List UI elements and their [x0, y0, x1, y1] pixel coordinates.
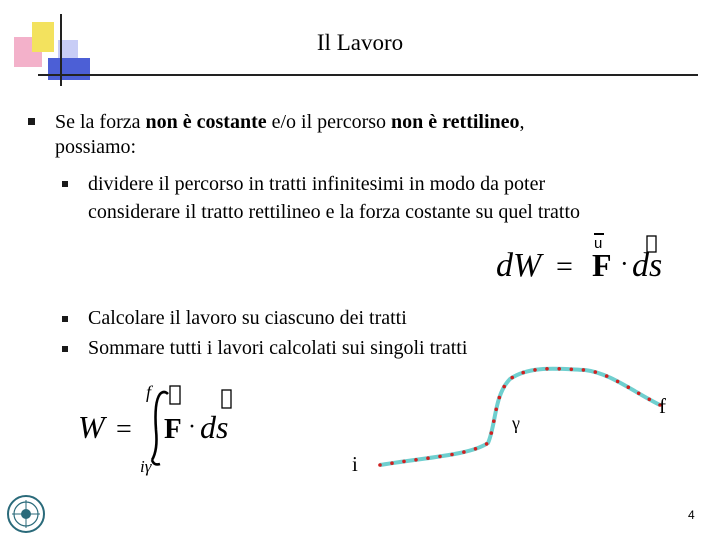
path-sample-point: [582, 368, 586, 372]
formula-2-ds: ds: [200, 409, 229, 445]
path-sample-point: [502, 385, 506, 389]
slide-title: Il Lavoro: [316, 30, 404, 55]
path-start-label: i: [352, 452, 358, 476]
path-sample-point: [648, 398, 652, 402]
path-sample-point: [510, 376, 514, 380]
vector-mark-box: [170, 386, 180, 404]
path-sample-point: [637, 392, 641, 396]
work-integral-formula: [74, 380, 244, 480]
bullet-1-bold-b: non è rettilineo: [391, 111, 520, 133]
path-sample-point: [570, 368, 574, 372]
bullet-marker: [28, 118, 35, 125]
path-sample-point: [492, 419, 496, 423]
formula-2-lhs: W: [78, 409, 105, 445]
path-sample-point: [533, 368, 537, 372]
path-curve-diagram: [370, 355, 680, 475]
path-sample-point: [557, 367, 561, 371]
path-sample-point: [545, 367, 549, 371]
sub-bullet-1-line-2: considerare il tratto rettilineo e la forza costante su quel tratto: [88, 201, 581, 223]
path-sample-point: [485, 442, 489, 446]
decor-title-rule: [38, 74, 698, 76]
path-sample-point: [616, 380, 620, 384]
formula-1-equals: =: [556, 250, 573, 283]
formula-2-upper-limit: f: [146, 382, 152, 402]
path-sample-point: [494, 408, 498, 412]
bullet-1-text-a: Se la forza: [55, 111, 146, 133]
path-end-label: f: [659, 394, 666, 418]
university-seal-icon: [6, 494, 46, 534]
formula-1-ds: ds: [632, 247, 663, 284]
path-sample-points: [378, 367, 662, 467]
sub-bullet-marker: [62, 346, 68, 352]
sub-bullet-2: Calcolare il lavoro su ciascuno dei tratti: [88, 307, 407, 329]
sub-bullet-1-line-1: dividere il percorso in tratti infinitesimi in modo da poter: [88, 173, 546, 195]
path-sample-point: [438, 455, 442, 459]
formula-1-lhs: dW: [496, 247, 542, 284]
bullet-1-bold-a: non è costante: [145, 111, 267, 133]
path-sample-point: [498, 396, 502, 400]
bullet-1-line-1: [55, 110, 525, 134]
sub-bullet-marker: [62, 181, 68, 187]
bullet-1-text-c: ,: [519, 111, 525, 133]
sub-bullet-marker: [62, 316, 68, 322]
path-gamma-label: γ: [512, 413, 520, 433]
formula-1-dot: ·: [620, 249, 629, 278]
path-sample-point: [414, 458, 418, 462]
path-sample-point: [378, 463, 382, 467]
formula-2-lower-limit: iγ: [140, 457, 152, 476]
vector-mark-top: [594, 233, 604, 235]
formula-1-force: F: [592, 247, 612, 283]
formula-2-force: F: [164, 413, 182, 445]
path-sample-point: [594, 370, 598, 374]
page-number: 4: [688, 508, 695, 522]
path-sample-point: [450, 453, 454, 457]
bullet-1-line-2: possiamo:: [55, 136, 137, 158]
path-sample-point: [390, 461, 394, 465]
path-sample-point: [426, 456, 430, 460]
path-sample-point: [474, 447, 478, 451]
formula-2-equals: =: [116, 414, 132, 445]
path-sample-point: [462, 450, 466, 454]
bullet-1-text-b: e/o il percorso: [266, 111, 392, 133]
path-sample-point: [490, 431, 494, 435]
work-differential-formula: [490, 232, 680, 288]
sub-bullet-3: Sommare tutti i lavori calcolati sui singoli tratti: [88, 337, 468, 359]
formula-2-dot: ·: [188, 414, 196, 440]
path-sample-point: [627, 385, 631, 389]
vector-mark-box: [222, 390, 231, 408]
formula-1-vector-mark: u: [594, 235, 603, 252]
path-sample-point: [605, 374, 609, 378]
path-sample-point: [402, 460, 406, 464]
path-sample-point: [521, 371, 525, 375]
decor-blue-square: [48, 58, 90, 80]
